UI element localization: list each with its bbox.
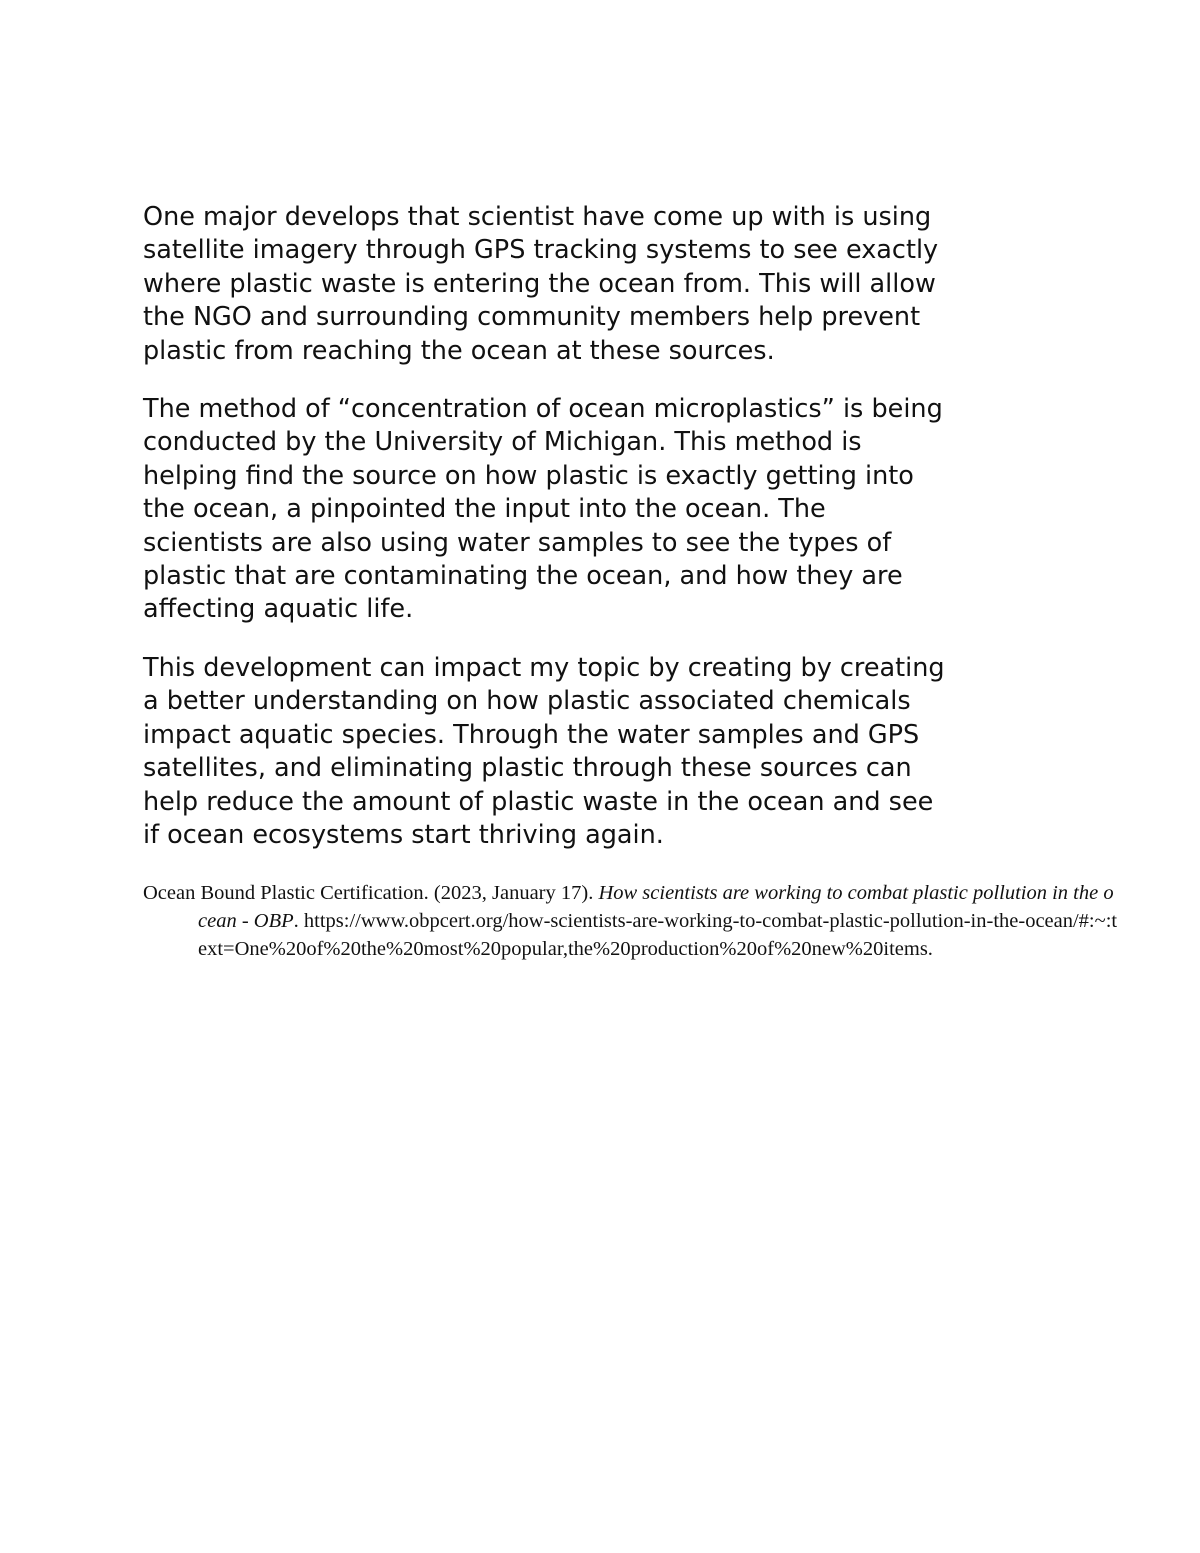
- paragraph-2: The method of “concentration of ocean microplastics” is being conducted by the University of Michigan. This method is helping find the source on how plastic is exactly getting into the ocean, a pinpointed the input into the ocean. The scientists are also using water samples to see the types of plastic that are contaminating the ocean, and how they are affecting aquatic life.: [143, 394, 943, 625]
- citation-author-date: Ocean Bound Plastic Certification. (2023, January 17).: [143, 882, 599, 904]
- paragraph-3: This development can impact my topic by creating by creating a better understanding on how plastic associated chemicals impact aquatic species. Through the water samples and GPS satellites, and eliminating plastic through these sources can help reduce the amount of plastic waste in the ocean and see if ocean ecosystems start thriving again.: [143, 652, 945, 850]
- reference-citation: [143, 879, 1118, 963]
- citation-title: How scientists are working to combat plastic pollution in the ocean - OBP: [198, 882, 1114, 932]
- paragraph-1: One major develops that scientist have come up with is using satellite imagery through GPS tracking systems to see exactly where plastic waste is entering the ocean from. This will allow the NGO and surrounding community members help prevent plastic from reaching the ocean at these sources.: [143, 202, 939, 366]
- citation-url: . https://www.obpcert.org/how-scientists-are-working-to-combat-plastic-pollution-in-the-ocean/#:~:text=One%20of%20the%20most%20popular,the%20production%20of%20new%20items.: [198, 910, 1118, 960]
- body-text: [143, 201, 1078, 877]
